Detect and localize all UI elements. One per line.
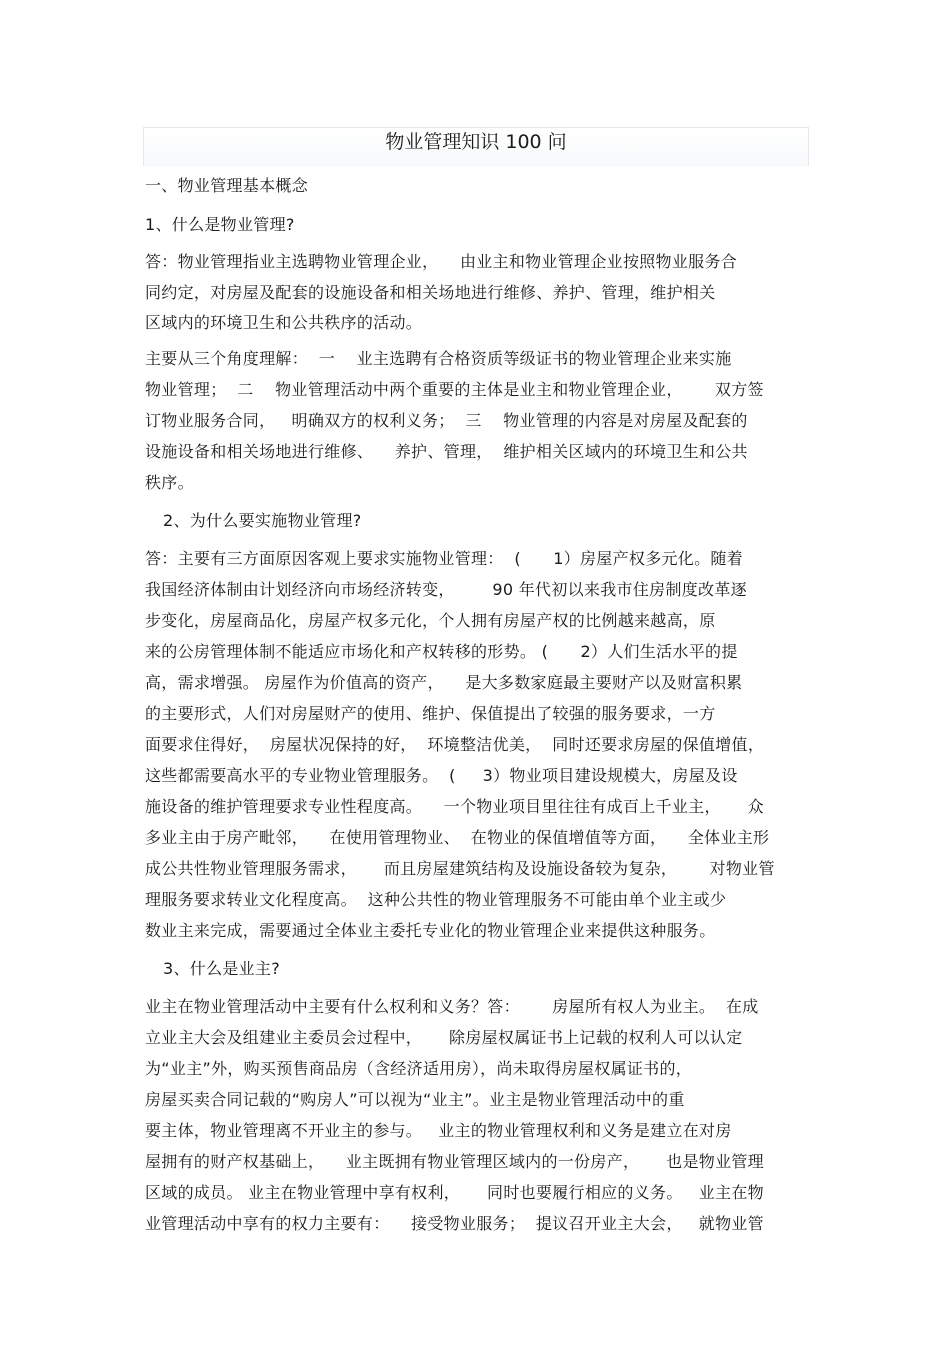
text-line: 施设备的维护管理要求专业性程度高。 一个物业项目里往往有成百上千业主， 众 [145,797,764,816]
text-line: 面要求住得好， 房屋状况保持的好， 环境整洁优美， 同时还要求房屋的保值增值， [145,735,765,754]
text-line: 物业管理； 二 物业管理活动中两个重要的主体是业主和物业管理企业， 双方签 [145,380,764,399]
text-line: 要主体，物业管理离不开业主的参与。 业主的物业管理权利和义务是建立在对房 [145,1121,732,1140]
text-line: 同约定，对房屋及配套的设施设备和相关场地进行维修、养护、管理，维护相关 [145,283,716,302]
text-line: 数业主来完成，需要通过全体业主委托专业化的物业管理企业来提供这种服务。 [145,921,716,940]
text-line: 答：主要有三方面原因客观上要求实施物业管理： ( 1）房屋产权多元化。随着 [145,549,744,568]
text-line: 的主要形式，人们对房屋财产的使用、维护、保值提出了较强的服务要求，一方 [145,704,716,723]
text-line: 这些都需要高水平的专业物业管理服务。 ( 3）物业项目建设规模大，房屋及设 [145,766,738,785]
text-line: 多业主由于房产毗邻， 在使用管理物业、 在物业的保值增值等方面， 全体业主形 [145,828,770,847]
text-line: 理服务要求转业文化程度高。 这种公共性的物业管理服务不可能由单个业主或少 [145,890,727,909]
text-line: 答：物业管理指业主选聘物业管理企业， 由业主和物业管理企业按照物业服务合 [145,252,738,271]
text-line: 成公共性物业管理服务需求， 而且房屋建筑结构及设施设备较为复杂， 对物业管 [145,859,775,878]
text-line: 为“业主”外，购买预售商品房（含经济适用房），尚未取得房屋权属证书的， [145,1059,693,1078]
text-line: 我国经济体制由计划经济向市场经济转变， 90 年代初以来我市住房制度改革逐 [145,580,747,599]
text-line: 高，需求增强。 房屋作为价值高的资产， 是大多数家庭最主要财产以及财富积累 [145,673,743,692]
text-line: 来的公房管理体制不能适应市场化和产权转移的形势。 ( 2）人们生活水平的提 [145,642,738,661]
text-line: 区域的成员。 业主在物业管理中享有权利， 同时也要履行相应的义务。 业主在物 [145,1183,764,1202]
text-line: 区域内的环境卫生和公共秩序的活动。 [145,313,423,332]
text-line: 业主在物业管理活动中主要有什么权利和义务？答： 房屋所有权人为业主。 在成 [145,997,759,1016]
text-line: 业管理活动中享有的权力主要有： 接受物业服务； 提议召开业主大会， 就物业管 [145,1214,764,1233]
question-heading: 1、什么是物业管理? [145,215,295,234]
question-heading: 3、什么是业主? [163,959,281,978]
title-box [143,127,809,166]
section-heading: 一、物业管理基本概念 [145,176,309,195]
text-line: 立业主大会及组建业主委员会过程中， 除房屋权属证书上记载的权利人可以认定 [145,1028,743,1047]
question-heading: 2、为什么要实施物业管理? [163,511,362,530]
text-line: 秩序。 [145,473,194,492]
text-line: 设施设备和相关场地进行维修、 养护、管理， 维护相关区域内的环境卫生和公共 [145,442,748,461]
text-line: 屋拥有的财产权基础上， 业主既拥有物业管理区域内的一份房产， 也是物业管理 [145,1152,764,1171]
page-title: 物业管理知识 100 问 [385,131,567,153]
text-line: 步变化，房屋商品化，房屋产权多元化，个人拥有房屋产权的比例越来越高，原 [145,611,716,630]
text-line: 房屋买卖合同记载的“购房人”可以视为“业主”。业主是物业管理活动中的重 [145,1090,685,1109]
text-line: 主要从三个角度理解： 一 业主选聘有合格资质等级证书的物业管理企业来实施 [145,349,732,368]
text-line: 订物业服务合同， 明确双方的权利义务； 三 物业管理的内容是对房屋及配套的 [145,411,748,430]
